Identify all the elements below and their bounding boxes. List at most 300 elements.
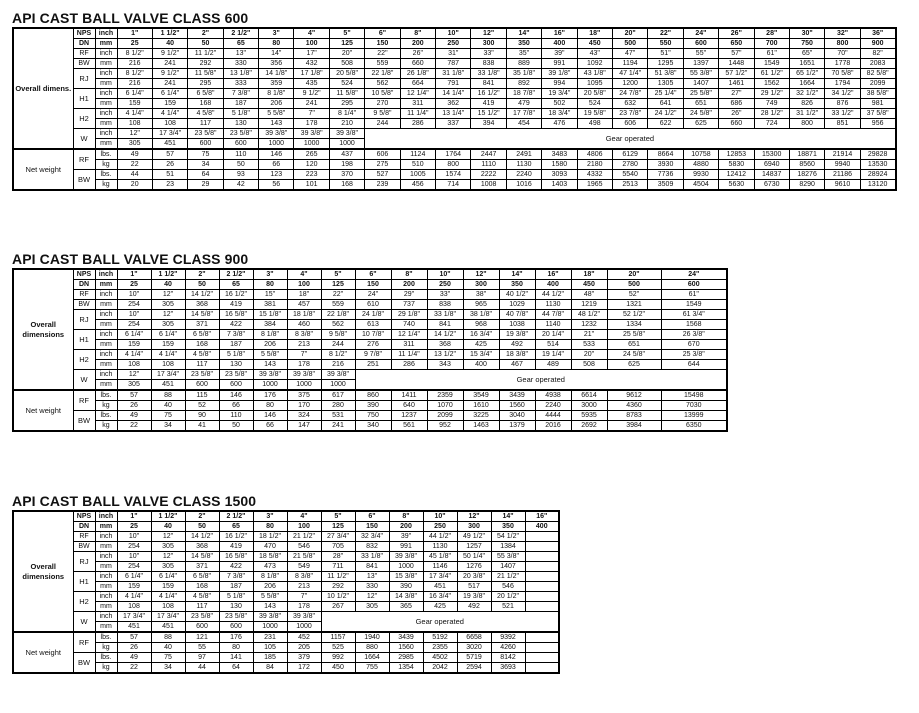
weight-cell: 525 [321, 643, 355, 653]
dn-cell: 150 [355, 522, 389, 532]
nps-cell: 8" [389, 511, 423, 522]
unit-label: inch [95, 370, 117, 380]
nps-cell: 26" [719, 28, 754, 39]
h1-cell: 12 1/4" [400, 89, 435, 99]
dn-cell: 25 [117, 39, 152, 49]
row-label: RJ [73, 552, 95, 572]
nps-cell: 14" [506, 28, 541, 39]
weight-cell: 1237 [391, 411, 427, 421]
weight-cell: 6658 [457, 632, 491, 643]
w-cell: 39 3/8" [287, 370, 321, 380]
h2-cell: 724 [754, 119, 789, 129]
weight-cell: 640 [391, 401, 427, 411]
weight-cell: 97 [185, 653, 219, 663]
rf-cell: 82" [860, 49, 895, 59]
rf-cell: 22" [365, 49, 400, 59]
weight-cell: 1005 [400, 170, 435, 180]
weight-cell: 18276 [789, 170, 824, 180]
unit-label: inch [95, 129, 117, 139]
rj-cell: 1000 [389, 562, 423, 572]
nps-cell: 1" [117, 269, 151, 280]
rf-lbs-row [13, 632, 559, 643]
bw-kg-row [13, 180, 896, 191]
h2-cell: 8 1/2" [321, 350, 355, 360]
dn-cell: 100 [294, 39, 329, 49]
h2-cell: 13 1/2" [427, 350, 463, 360]
bw-cell: 1448 [719, 59, 754, 69]
dn-cell: 65 [223, 39, 258, 49]
h1-cell: 27" [719, 89, 754, 99]
h2-cell: 24 5/8" [683, 109, 718, 119]
h2-mm-row [13, 119, 896, 129]
class-1500-section [12, 492, 560, 674]
rj-cell: 371 [185, 320, 219, 330]
h1-cell: 368 [427, 340, 463, 350]
weight-cell: 66 [259, 160, 294, 170]
rj-cell: 841 [471, 79, 506, 89]
weight-cell: 4360 [607, 401, 661, 411]
weight-cell: 1580 [542, 160, 577, 170]
rj-cell: 305 [151, 320, 185, 330]
w-cell: 600 [185, 622, 219, 633]
rf-cell: 65" [789, 49, 824, 59]
h1-cell: 187 [219, 340, 253, 350]
weight-cell: 992 [321, 653, 355, 663]
weight-cell: 40 [151, 401, 185, 411]
weight-cell: 952 [427, 421, 463, 432]
w-cell: 23 5/8" [219, 370, 253, 380]
empty-cell [525, 562, 559, 572]
nps-cell: 2" [185, 511, 219, 522]
weight-cell: 6350 [661, 421, 727, 432]
h1-cell: 9 5/8" [321, 330, 355, 340]
weight-cell: 110 [223, 149, 258, 160]
h1-cell: 241 [294, 99, 329, 109]
h1-cell: 419 [471, 99, 506, 109]
h1-cell: 8 1/8" [253, 572, 287, 582]
weight-cell: 2355 [423, 643, 457, 653]
weight-cell: 50 [219, 421, 253, 432]
row-label: W [73, 129, 95, 150]
group-label-dimensions: Overall dimensions [13, 269, 73, 390]
weight-cell: 34 [151, 421, 185, 432]
weight-cell: 3093 [542, 170, 577, 180]
h1-cell: 670 [661, 340, 727, 350]
weight-cell: 2099 [427, 411, 463, 421]
weight-cell: 4502 [423, 653, 457, 663]
bw-cell: 368 [185, 300, 219, 310]
rj-cell: 26 1/8" [400, 69, 435, 79]
weight-cell: 22 [117, 160, 152, 170]
bw-cell: 292 [188, 59, 223, 69]
nps-cell: 14" [499, 269, 535, 280]
h2-cell: 117 [185, 602, 219, 612]
h1-cell: 34 1/2" [825, 89, 860, 99]
weight-cell: 3930 [648, 160, 683, 170]
nps-cell: 4" [287, 511, 321, 522]
bw-cell: 1384 [491, 542, 525, 552]
h2-cell: 108 [151, 360, 185, 370]
section-title: API CAST BALL VALVE CLASS 900 [12, 251, 249, 267]
dn-cell: 200 [389, 522, 423, 532]
w-cell: 23 5/8" [223, 129, 258, 139]
dn-cell: 65 [219, 522, 253, 532]
bw-lbs-row [13, 170, 896, 180]
h2-cell: 108 [117, 360, 151, 370]
weight-cell: 231 [253, 632, 287, 643]
weight-cell: 176 [253, 390, 287, 401]
weight-cell: 23 [152, 180, 187, 191]
weight-cell: 527 [365, 170, 400, 180]
bw-cell: 660 [400, 59, 435, 69]
weight-cell: 450 [321, 663, 355, 674]
unit-label: inch [95, 290, 117, 300]
w-cell: 600 [219, 622, 253, 633]
nps-cell: 30" [789, 28, 824, 39]
unit-label: mm [95, 340, 117, 350]
h1-cell: 20 1/4" [535, 330, 571, 340]
h1-inch-row [13, 89, 896, 99]
rf-cell: 40 1/2" [499, 290, 535, 300]
rf-cell: 61" [661, 290, 727, 300]
dn-cell: 40 [151, 280, 185, 290]
weight-cell: 51 [152, 170, 187, 180]
rj-cell: 20 5/8" [329, 69, 364, 79]
w-cell: 39 3/8" [329, 129, 364, 139]
row-label: H2 [73, 109, 95, 129]
gear-operated-label: Gear operated [355, 370, 727, 391]
h1-cell: 168 [188, 99, 223, 109]
bw-cell: 330 [223, 59, 258, 69]
bw-row [13, 300, 727, 310]
weight-cell: 15498 [661, 390, 727, 401]
row-label: W [73, 612, 95, 633]
weight-cell: 9392 [491, 632, 525, 643]
h2-cell: 28 1/2" [754, 109, 789, 119]
h1-cell: 8 1/8" [259, 89, 294, 99]
group-label-dimensions: Overall dimens. [13, 28, 73, 149]
rf-cell: 31" [436, 49, 471, 59]
weight-cell: 75 [151, 653, 185, 663]
dn-cell: 100 [287, 522, 321, 532]
bw-cell: 508 [329, 59, 364, 69]
rj-cell: 664 [400, 79, 435, 89]
weight-cell: 340 [355, 421, 391, 432]
weight-cell: 146 [219, 390, 253, 401]
h1-cell: 686 [719, 99, 754, 109]
weight-cell: 6614 [571, 390, 607, 401]
weight-cell: 1610 [463, 401, 499, 411]
bw-kg-row [13, 421, 727, 432]
rf-kg-row [13, 401, 727, 411]
nps-cell: 4" [294, 28, 329, 39]
h1-cell: 10 5/8" [365, 89, 400, 99]
rj-cell: 82 5/8" [860, 69, 895, 79]
weight-cell: 2985 [389, 653, 423, 663]
weight-cell: 115 [185, 390, 219, 401]
rj-mm-row [13, 320, 727, 330]
h2-cell: 394 [471, 119, 506, 129]
bw-cell: 356 [259, 59, 294, 69]
weight-cell: 2180 [577, 160, 612, 170]
h1-cell: 14 1/2" [427, 330, 463, 340]
rj-inch-row [13, 69, 896, 79]
h1-cell: 7 3/8" [223, 89, 258, 99]
section-title: API CAST BALL VALVE CLASS 1500 [12, 493, 257, 509]
h2-cell: 5 5/8" [259, 109, 294, 119]
rj-cell: 14 1/8" [259, 69, 294, 79]
weight-cell: 3225 [463, 411, 499, 421]
bw-cell: 1295 [648, 59, 683, 69]
weight-cell: 168 [329, 180, 364, 191]
h2-cell: 108 [151, 602, 185, 612]
weight-cell: 280 [321, 401, 355, 411]
rf-cell: 18 1/2" [253, 532, 287, 542]
w-inch-row [13, 129, 896, 139]
rj-cell: 1407 [683, 79, 718, 89]
bw-cell: 381 [253, 300, 287, 310]
h1-cell: 292 [321, 582, 355, 592]
row-label: DN [73, 39, 95, 49]
rj-cell: 12" [151, 552, 185, 562]
rj-cell: 1095 [577, 79, 612, 89]
nps-cell: 12" [457, 511, 491, 522]
h2-cell: 15 1/2" [471, 109, 506, 119]
h1-inch-row [13, 572, 559, 582]
weight-cell: 147 [287, 421, 321, 432]
weight-cell: 9930 [683, 170, 718, 180]
rj-cell: 22 1/8" [321, 310, 355, 320]
bw-row [13, 542, 559, 552]
h1-cell: 32 1/2" [789, 89, 824, 99]
weight-cell: 57 [117, 632, 151, 643]
h1-cell: 25 5/8" [683, 89, 718, 99]
h1-cell: 632 [612, 99, 647, 109]
weight-cell: 1560 [389, 643, 423, 653]
h2-cell: 24 1/2" [648, 109, 683, 119]
rf-cell: 8 1/2" [117, 49, 152, 59]
bw-cell: 787 [436, 59, 471, 69]
h2-cell: 489 [535, 360, 571, 370]
weight-cell: 13530 [860, 160, 895, 170]
weight-cell: 9612 [607, 390, 661, 401]
nps-cell: 18" [577, 28, 612, 39]
row-label: BW [73, 653, 95, 674]
h1-cell: 514 [535, 340, 571, 350]
h1-cell: 981 [860, 99, 895, 109]
rj-cell: 16 5/8" [219, 310, 253, 320]
h2-cell: 216 [321, 360, 355, 370]
h2-cell: 18 3/8" [499, 350, 535, 360]
rj-cell: 22 1/8" [365, 69, 400, 79]
dn-cell: 40 [151, 522, 185, 532]
weight-cell: 90 [185, 411, 219, 421]
weight-cell: 2447 [471, 149, 506, 160]
h1-cell: 8 3/8" [287, 572, 321, 582]
dn-cell: 300 [463, 280, 499, 290]
weight-cell: 29 [188, 180, 223, 191]
w-cell: 12" [117, 129, 152, 139]
weight-cell: 1463 [463, 421, 499, 432]
h2-inch-row [13, 109, 896, 119]
weight-cell: 5719 [457, 653, 491, 663]
rj-cell: 562 [365, 79, 400, 89]
bw-cell: 1130 [535, 300, 571, 310]
unit-label: kg [95, 643, 117, 653]
h2-cell: 337 [436, 119, 471, 129]
rf-cell: 24" [355, 290, 391, 300]
w-cell: 23 5/8" [185, 370, 219, 380]
rj-cell: 1276 [457, 562, 491, 572]
rf-cell: 33" [427, 290, 463, 300]
h1-cell: 159 [117, 582, 151, 592]
unit-label: inch [95, 552, 117, 562]
weight-cell: 9940 [825, 160, 860, 170]
h2-cell: 12" [355, 592, 389, 602]
weight-cell: 561 [391, 421, 427, 432]
weight-cell: 1664 [355, 653, 389, 663]
weight-cell: 2692 [571, 421, 607, 432]
dn-cell: 300 [471, 39, 506, 49]
unit-label: kg [95, 421, 117, 432]
rj-cell: 18 5/8" [253, 552, 287, 562]
nps-cell: 16" [525, 511, 559, 522]
h2-cell: 4 1/4" [151, 592, 185, 602]
h1-cell: 6 5/8" [185, 330, 219, 340]
h1-cell: 6 5/8" [185, 572, 219, 582]
nps-cell: 8" [391, 269, 427, 280]
rf-cell: 14 1/2" [185, 290, 219, 300]
h2-cell: 178 [287, 360, 321, 370]
weight-cell: 50 [223, 160, 258, 170]
nps-cell: 2" [185, 269, 219, 280]
h1-cell: 492 [499, 340, 535, 350]
weight-cell: 120 [294, 160, 329, 170]
bw-cell: 889 [506, 59, 541, 69]
weight-cell: 241 [321, 421, 355, 432]
weight-cell: 1403 [542, 180, 577, 191]
dn-cell: 450 [571, 280, 607, 290]
rj-cell: 1232 [571, 320, 607, 330]
weight-cell: 2222 [471, 170, 506, 180]
dn-cell: 250 [436, 39, 471, 49]
h2-cell: 33 1/2" [825, 109, 860, 119]
unit-label: inch [95, 269, 117, 280]
weight-cell: 49 [117, 653, 151, 663]
nps-cell: 2 1/2" [223, 28, 258, 39]
row-label: BW [73, 170, 95, 191]
rf-cell: 51" [648, 49, 683, 59]
dn-cell: 750 [789, 39, 824, 49]
h2-mm-row [13, 602, 559, 612]
weight-cell: 3984 [607, 421, 661, 432]
h2-cell: 454 [506, 119, 541, 129]
h1-cell: 6 1/4" [117, 330, 151, 340]
rf-cell: 10" [117, 532, 151, 542]
h1-cell: 29 1/2" [754, 89, 789, 99]
weight-cell: 1008 [471, 180, 506, 191]
dn-cell: 200 [400, 39, 435, 49]
rj-cell: 16 5/8" [219, 552, 253, 562]
w-cell: 17 3/4" [151, 370, 185, 380]
weight-cell: 64 [219, 663, 253, 674]
rj-cell: 791 [436, 79, 471, 89]
dn-cell: 50 [188, 39, 223, 49]
empty-cell [525, 643, 559, 653]
weight-cell: 375 [287, 390, 321, 401]
h1-cell: 9 1/2" [294, 89, 329, 99]
dn-cell: 125 [321, 522, 355, 532]
weight-cell: 1574 [436, 170, 471, 180]
weight-cell: 176 [219, 632, 253, 643]
dn-cell: 350 [506, 39, 541, 49]
rj-cell: 333 [223, 79, 258, 89]
rj-cell: 254 [117, 320, 151, 330]
unit-label: lbs. [95, 411, 117, 421]
rf-cell: 15" [253, 290, 287, 300]
h2-cell: 244 [365, 119, 400, 129]
h2-cell: 10 1/2" [321, 592, 355, 602]
w-cell: 451 [151, 622, 185, 633]
class-900-table [12, 268, 728, 432]
dn-cell: 50 [185, 522, 219, 532]
unit-label: lbs. [95, 632, 117, 643]
h1-cell: 21 1/2" [491, 572, 525, 582]
nps-cell: 2" [188, 28, 223, 39]
nps-row [13, 511, 559, 522]
weight-cell: 3509 [648, 180, 683, 191]
bw-cell: 832 [355, 542, 389, 552]
h2-cell: 18 3/4" [542, 109, 577, 119]
h2-cell: 25 3/8" [661, 350, 727, 360]
weight-cell: 324 [287, 411, 321, 421]
h2-cell: 343 [427, 360, 463, 370]
weight-cell: 64 [188, 170, 223, 180]
weight-cell: 172 [287, 663, 321, 674]
unit-label: kg [95, 180, 117, 191]
weight-cell: 510 [400, 160, 435, 170]
h1-cell: 14 1/4" [436, 89, 471, 99]
bw-cell: 838 [427, 300, 463, 310]
rj-cell: 1461 [719, 79, 754, 89]
h1-cell: 159 [151, 340, 185, 350]
h1-mm-row [13, 582, 559, 592]
h1-cell: 25 5/8" [607, 330, 661, 340]
rj-cell: 1568 [661, 320, 727, 330]
nps-row [13, 28, 896, 39]
bw-cell: 1321 [607, 300, 661, 310]
h1-cell: 7 3/8" [219, 572, 253, 582]
unit-label: mm [95, 300, 117, 310]
weight-cell: 12412 [719, 170, 754, 180]
rf-cell: 47" [612, 49, 647, 59]
unit-label: mm [95, 99, 117, 109]
row-label: BW [73, 411, 95, 432]
weight-cell: 8664 [648, 149, 683, 160]
unit-label: inch [95, 350, 117, 360]
h2-cell: 13 1/4" [436, 109, 471, 119]
h1-inch-row [13, 330, 727, 340]
dn-cell: 450 [577, 39, 612, 49]
dn-cell: 800 [825, 39, 860, 49]
weight-cell: 15300 [754, 149, 789, 160]
h1-cell: 7 3/8" [219, 330, 253, 340]
h2-cell: 15 3/4" [463, 350, 499, 360]
weight-cell: 750 [355, 411, 391, 421]
rj-cell: 10" [117, 552, 151, 562]
h1-cell: 16 3/4" [463, 330, 499, 340]
h1-cell: 159 [117, 99, 152, 109]
